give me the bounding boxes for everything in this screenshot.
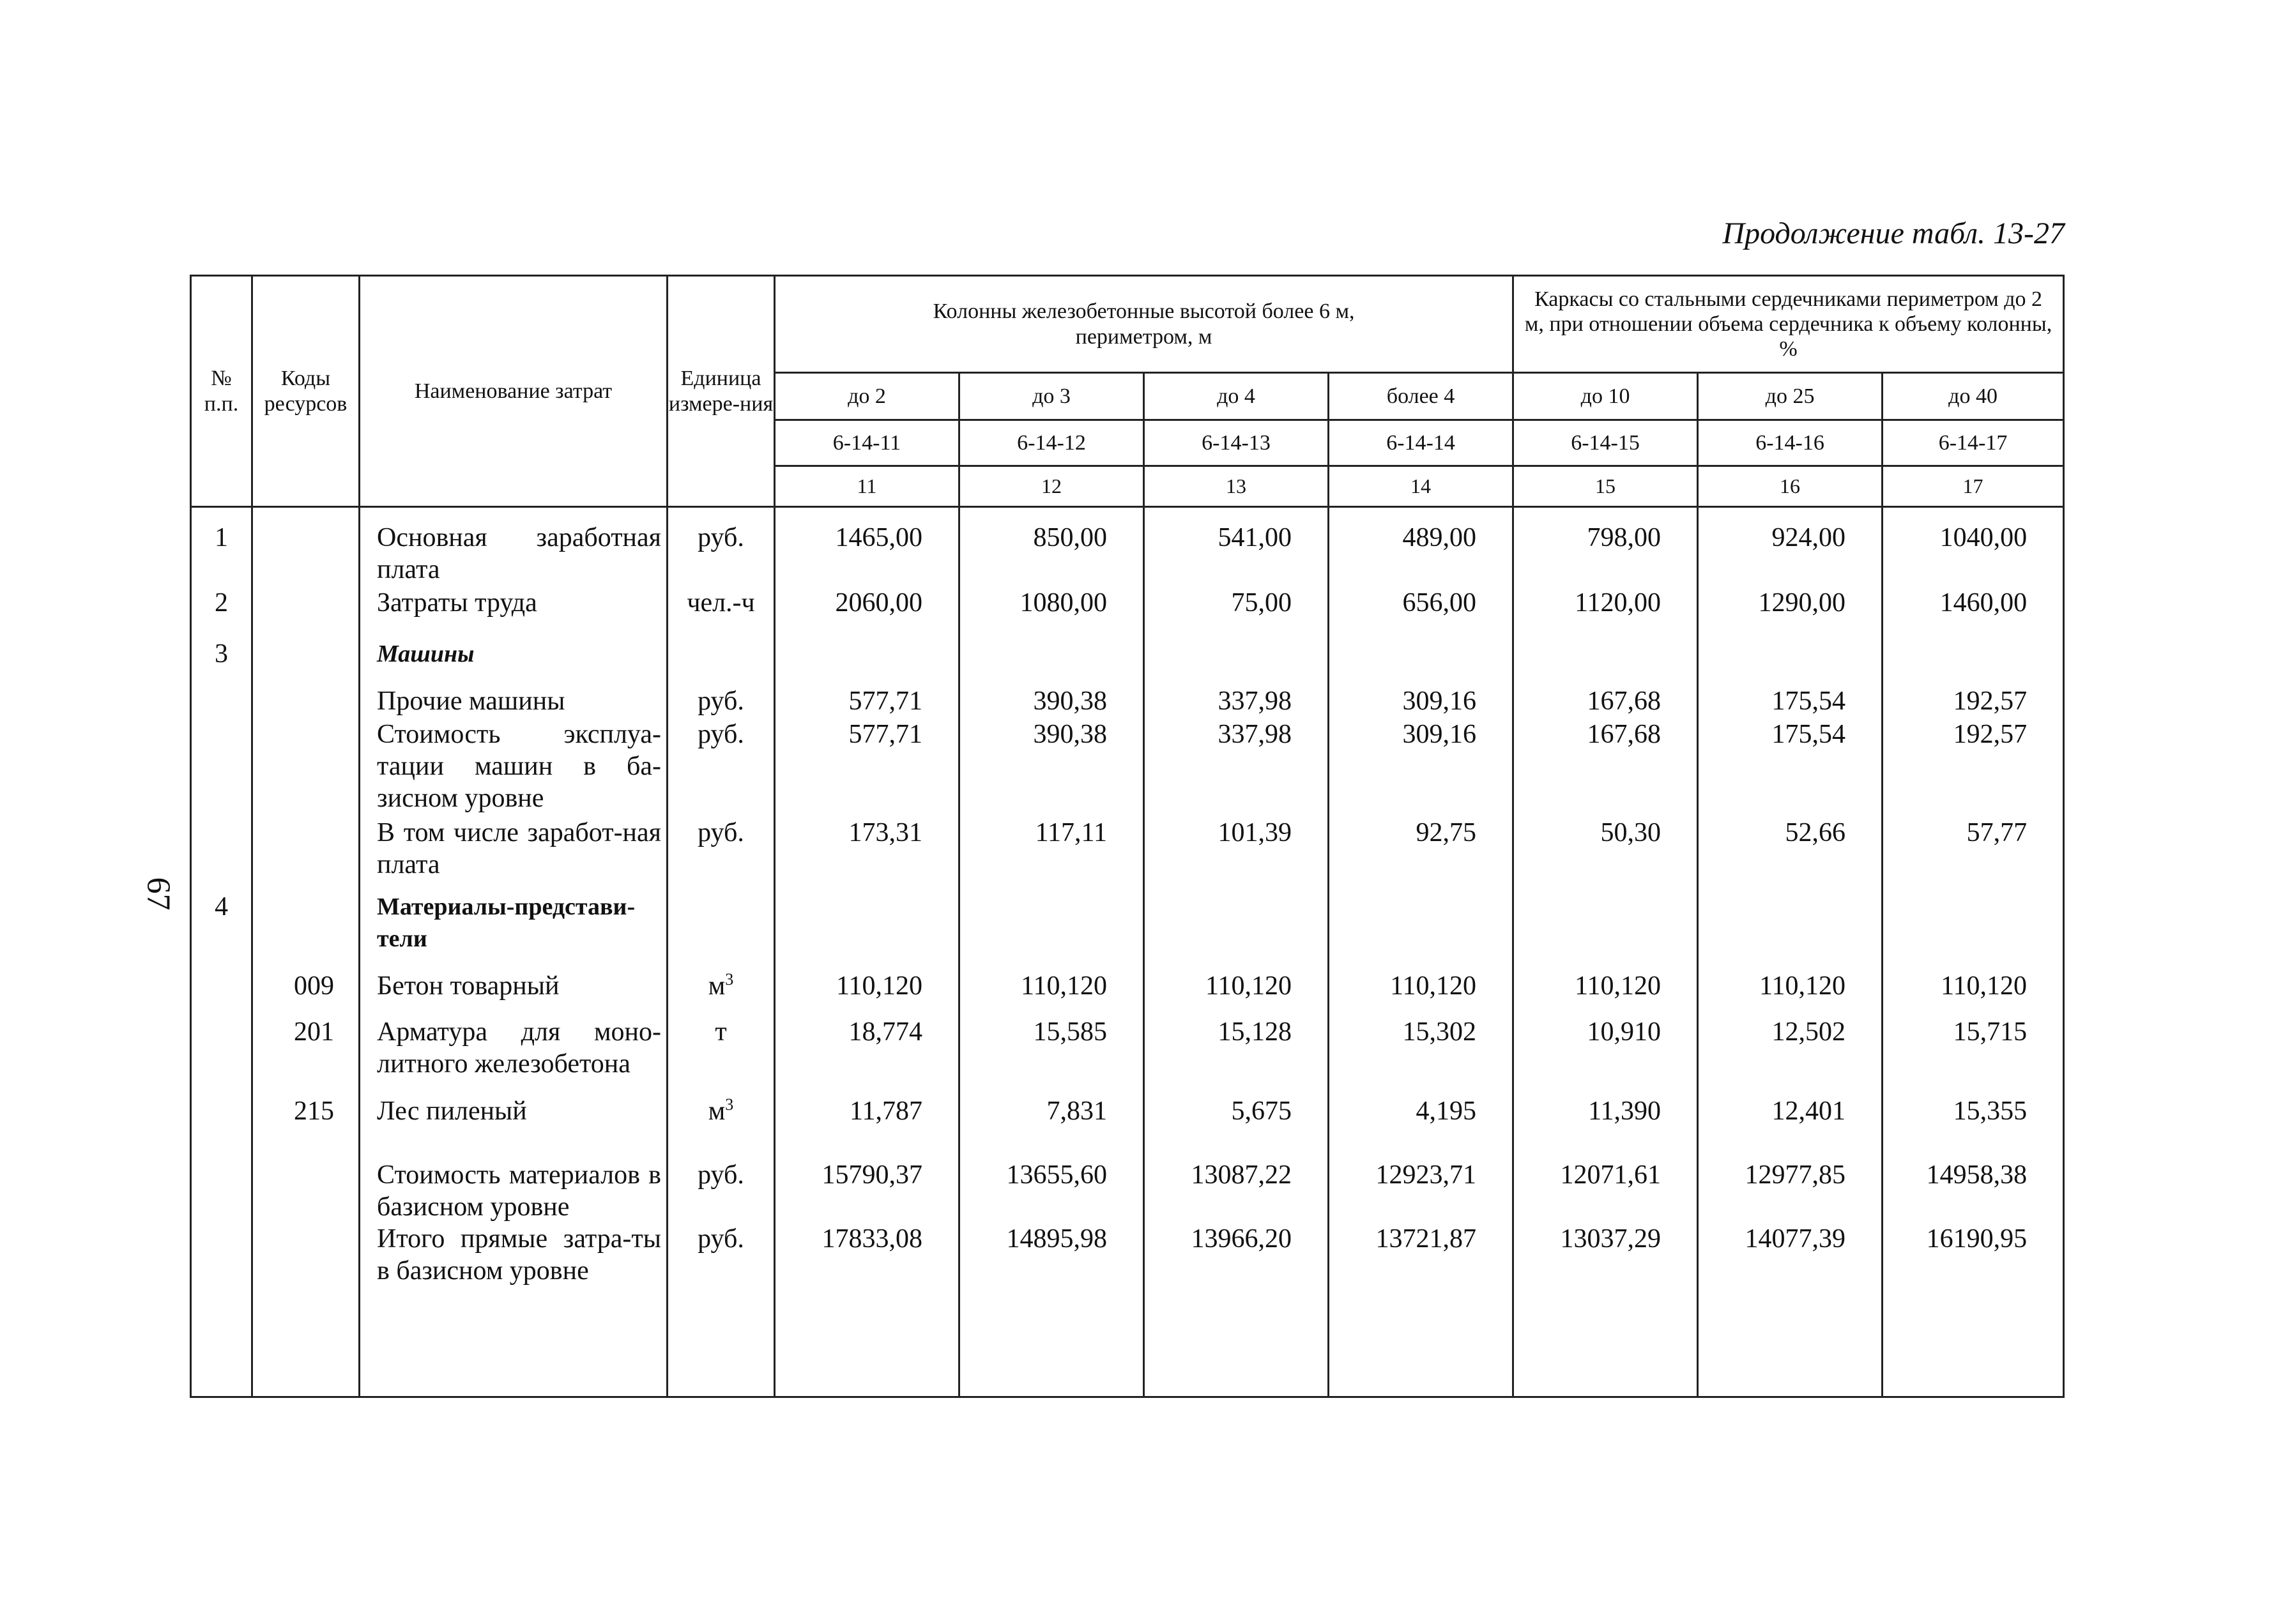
value-cell: 167,68 xyxy=(1587,720,1662,749)
unit xyxy=(668,1223,774,1255)
value-cell: 12923,71 xyxy=(1375,1160,1477,1190)
unit-text: руб. xyxy=(698,720,744,749)
value-cell: 167,68 xyxy=(1587,687,1662,716)
cost-name: Арматура для моно-литного железобетона xyxy=(377,1017,661,1079)
value-cell: 110,120 xyxy=(1759,971,1846,1001)
value-cell: 75,00 xyxy=(1231,588,1292,618)
value-cell: 15790,37 xyxy=(821,1160,922,1190)
unit-superscript: 3 xyxy=(725,970,734,989)
value-cell: 12071,61 xyxy=(1560,1160,1662,1190)
value-cell: 656,00 xyxy=(1402,588,1477,618)
unit xyxy=(668,1095,774,1127)
value-cell: 101,39 xyxy=(1218,818,1292,847)
unit xyxy=(668,1159,774,1191)
header-column-number: 14 xyxy=(1329,466,1513,507)
unit xyxy=(668,685,774,717)
value-cell: 15,715 xyxy=(1953,1017,2028,1047)
value-cell: 1080,00 xyxy=(1020,588,1107,618)
value-cell: 7,831 xyxy=(1046,1097,1107,1126)
value-cell: 110,120 xyxy=(1941,971,2028,1001)
value-cell: 337,98 xyxy=(1218,687,1292,716)
value-cell: 11,390 xyxy=(1588,1097,1662,1126)
value-cell: 1290,00 xyxy=(1758,588,1846,618)
unit xyxy=(668,587,774,619)
value-cell: 5,675 xyxy=(1231,1097,1292,1126)
continuation-caption: Продолжение табл. 13-27 xyxy=(1722,216,2065,250)
value-cell: 798,00 xyxy=(1587,523,1662,552)
value-cell: 110,120 xyxy=(1021,971,1107,1001)
value-cell: 14895,98 xyxy=(1006,1224,1107,1254)
unit-text: м xyxy=(708,971,726,1001)
value-cell: 18,774 xyxy=(848,1017,922,1047)
value-cell: 17833,08 xyxy=(821,1224,922,1254)
header-unit: Единица измере-ния xyxy=(668,276,775,507)
value-cell: 10,910 xyxy=(1587,1017,1662,1047)
value-column xyxy=(1144,507,1329,1397)
cost-name: В том числе заработ-ная плата xyxy=(377,818,661,879)
value-cell: 15,355 xyxy=(1953,1097,2028,1126)
header-column-number: 15 xyxy=(1513,466,1698,507)
unit-text: руб. xyxy=(698,1160,744,1190)
unit xyxy=(668,522,774,554)
value-cell: 850,00 xyxy=(1033,523,1107,552)
unit xyxy=(668,1016,774,1048)
header-norm-code: 6-14-12 xyxy=(959,420,1144,466)
header-norm-code: 6-14-14 xyxy=(1329,420,1513,466)
value-cell: 489,00 xyxy=(1402,523,1477,552)
cost-name: Бетон товарный xyxy=(377,971,560,1001)
value-cell: 577,71 xyxy=(848,720,922,749)
row-number: 3 xyxy=(215,639,228,669)
header-norm-code: 6-14-17 xyxy=(1883,420,2064,466)
row-number: 1 xyxy=(215,523,228,552)
cost-name: Затраты труда xyxy=(377,588,537,618)
value-column xyxy=(1883,507,2064,1397)
header-column-number: 13 xyxy=(1144,466,1329,507)
cost-name: Прочие машины xyxy=(377,687,565,716)
resource-code: 009 xyxy=(294,971,334,1001)
header-range: до 40 xyxy=(1883,373,2064,420)
value-cell: 192,57 xyxy=(1953,687,2028,716)
unit-text: руб. xyxy=(698,523,744,552)
value-cell: 13037,29 xyxy=(1560,1224,1662,1254)
value-cell: 175,54 xyxy=(1771,720,1846,749)
value-column xyxy=(1329,507,1513,1397)
unit-text: т xyxy=(715,1017,727,1047)
value-cell: 57,77 xyxy=(1966,818,2028,847)
cost-name: Стоимость материалов в базисном уровне xyxy=(377,1160,661,1222)
unit-text: руб. xyxy=(698,1224,744,1254)
cost-name: Лес пиленый xyxy=(377,1097,527,1126)
unit xyxy=(668,817,774,849)
unit-text: руб. xyxy=(698,818,744,847)
cost-table xyxy=(190,275,2065,1398)
code-column xyxy=(252,507,360,1397)
cost-name: Итого прямые затра-ты в базисном уровне xyxy=(377,1224,661,1286)
unit-column xyxy=(668,507,775,1397)
header-norm-code: 6-14-13 xyxy=(1144,420,1329,466)
header-norm-code: 6-14-15 xyxy=(1513,420,1698,466)
value-cell: 14958,38 xyxy=(1926,1160,2028,1190)
value-cell: 52,66 xyxy=(1785,818,1846,847)
value-cell: 2060,00 xyxy=(835,588,922,618)
cost-name: Стоимость эксплуа-тации машин в ба-зисном уровне xyxy=(377,720,661,813)
header-column-number: 11 xyxy=(775,466,959,507)
num-column xyxy=(191,507,252,1397)
unit-text: м xyxy=(708,1097,726,1126)
row-number: 4 xyxy=(215,892,228,922)
value-cell: 175,54 xyxy=(1771,687,1846,716)
value-cell: 309,16 xyxy=(1402,687,1477,716)
value-cell: 1120,00 xyxy=(1575,588,1662,618)
value-cell: 92,75 xyxy=(1416,818,1477,847)
value-cell: 12,401 xyxy=(1771,1097,1846,1126)
value-cell: 16190,95 xyxy=(1926,1224,2028,1254)
resource-code: 201 xyxy=(294,1017,334,1047)
header-norm-code: 6-14-16 xyxy=(1698,420,1883,466)
header-group-frames: Каркасы со стальными сердечниками периметром до 2 м, при отношении объема сердечника к объему колонны, % xyxy=(1513,276,2064,373)
header-norm-code: 6-14-11 xyxy=(775,420,959,466)
unit-superscript: 3 xyxy=(725,1095,734,1114)
value-cell: 337,98 xyxy=(1218,720,1292,749)
value-cell: 13721,87 xyxy=(1375,1224,1477,1254)
cost-name: Машины xyxy=(377,641,475,667)
value-column xyxy=(775,507,959,1397)
value-cell: 4,195 xyxy=(1416,1097,1477,1126)
value-cell: 577,71 xyxy=(848,687,922,716)
value-cell: 13966,20 xyxy=(1191,1224,1292,1254)
name-column xyxy=(360,507,668,1397)
value-cell: 15,302 xyxy=(1402,1017,1477,1047)
page-number: 67 xyxy=(140,877,177,911)
value-cell: 924,00 xyxy=(1771,523,1846,552)
value-cell: 110,120 xyxy=(1205,971,1292,1001)
value-cell: 309,16 xyxy=(1402,720,1477,749)
value-cell: 50,30 xyxy=(1600,818,1662,847)
header-group-columns: Колонны железобетонные высотой более 6 м, периметром, м xyxy=(775,276,1513,373)
cost-name: Основная заработная плата xyxy=(377,523,661,584)
value-cell: 110,120 xyxy=(1575,971,1662,1001)
header-range: до 2 xyxy=(775,373,959,420)
value-cell: 192,57 xyxy=(1953,720,2028,749)
header-column-number: 17 xyxy=(1883,466,2064,507)
header-range: более 4 xyxy=(1329,373,1513,420)
value-cell: 1040,00 xyxy=(1939,523,2028,552)
row-number: 2 xyxy=(215,588,228,618)
value-cell: 15,585 xyxy=(1033,1017,1107,1047)
value-cell: 13087,22 xyxy=(1191,1160,1292,1190)
unit-text: руб. xyxy=(698,687,744,716)
cost-name: Материалы-представи-тели xyxy=(377,893,636,952)
unit xyxy=(668,970,774,1002)
value-cell: 14077,39 xyxy=(1745,1224,1846,1254)
header-column-number: 12 xyxy=(959,466,1144,507)
value-cell: 13655,60 xyxy=(1006,1160,1107,1190)
value-cell: 173,31 xyxy=(848,818,922,847)
value-cell: 1465,00 xyxy=(835,523,922,552)
value-cell: 12977,85 xyxy=(1745,1160,1846,1190)
value-cell: 390,38 xyxy=(1033,720,1107,749)
value-column xyxy=(1513,507,1698,1397)
header-range: до 25 xyxy=(1698,373,1883,420)
value-cell: 110,120 xyxy=(836,971,922,1001)
header-num: № п.п. xyxy=(191,276,252,507)
header-code: Коды ресурсов xyxy=(252,276,360,507)
value-cell: 12,502 xyxy=(1771,1017,1846,1047)
unit xyxy=(668,718,774,750)
value-cell: 11,787 xyxy=(850,1097,922,1126)
value-column xyxy=(959,507,1144,1397)
value-cell: 117,11 xyxy=(1035,818,1107,847)
value-cell: 110,120 xyxy=(1390,971,1477,1001)
value-cell: 15,128 xyxy=(1218,1017,1292,1047)
value-cell: 1460,00 xyxy=(1939,588,2028,618)
header-column-number: 16 xyxy=(1698,466,1883,507)
value-column xyxy=(1698,507,1883,1397)
unit-text: чел.-ч xyxy=(687,588,755,618)
value-cell: 541,00 xyxy=(1218,523,1292,552)
header-range: до 10 xyxy=(1513,373,1698,420)
header-range: до 3 xyxy=(959,373,1144,420)
header-name: Наименование затрат xyxy=(360,276,668,507)
resource-code: 215 xyxy=(294,1097,334,1126)
value-cell: 390,38 xyxy=(1033,687,1107,716)
header-range: до 4 xyxy=(1144,373,1329,420)
